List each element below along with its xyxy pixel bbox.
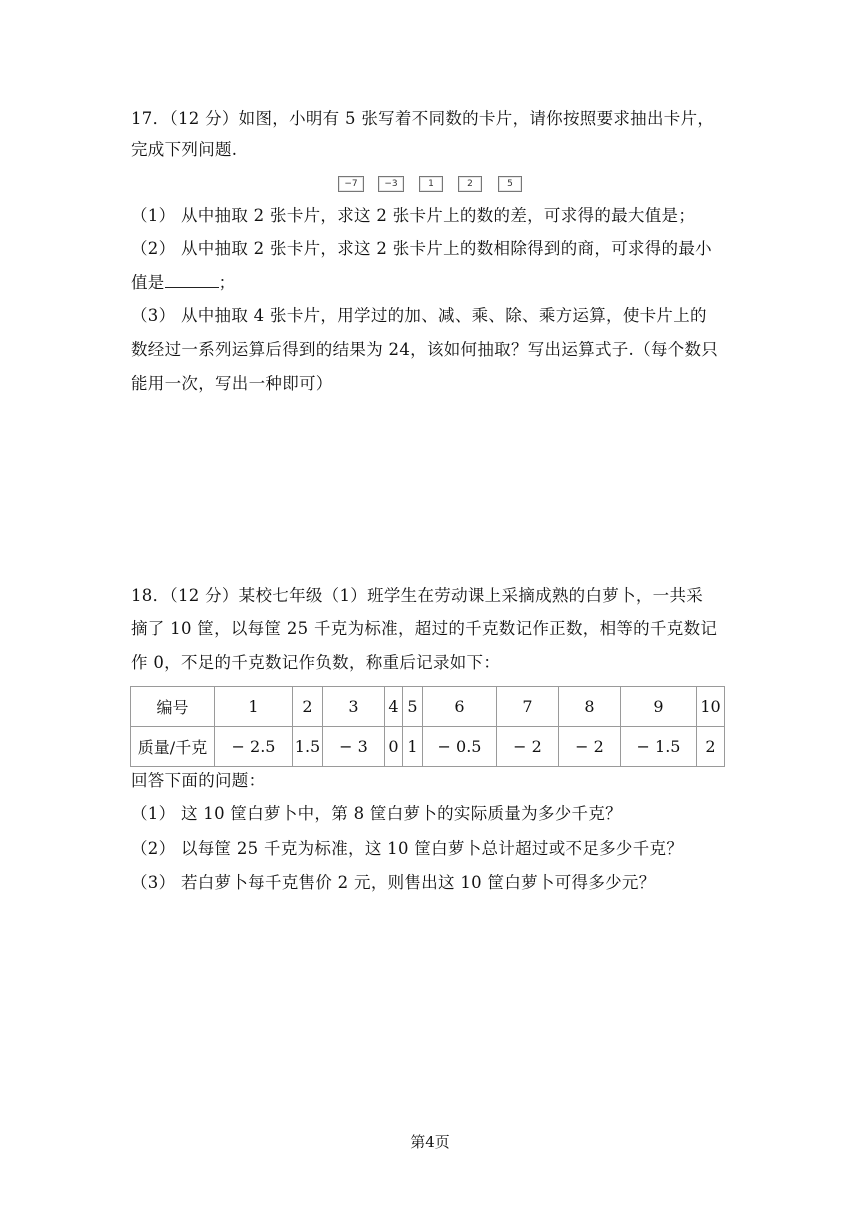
value-cell: − 0.5 [423,727,497,767]
answer-blank [165,271,219,288]
table-row-mass [131,727,725,767]
value-cell: − 2.5 [215,727,293,767]
q17-part3-line1: （3） 从中抽取 4 张卡片，用学过的加、减、乘、除、乘方运算，使卡片上的 [131,306,707,325]
page-number: 第4页 [410,1133,450,1151]
value-cell: 1 [403,727,423,767]
number-cell: 8 [559,687,621,727]
number-cell: 5 [403,687,423,727]
q17-part3-line2: 数经过一系列运算后得到的结果为 24，该如何抽取？写出运算式子.（每个数只 [131,340,719,359]
q17-part2-suffix: ； [218,273,236,292]
number-cell: 2 [293,687,323,727]
q18-line2: 摘了 10 筐，以每筐 25 千克为标准，超过的千克数记作正数，相等的千克数记 [131,619,718,638]
card-5: 5 [498,176,522,192]
number-cards [0,176,860,194]
q17-line1: 17．（12 分）如图，小明有 5 张写着不同数的卡片，请你按照要求抽出卡片， [131,109,715,128]
value-cell: − 3 [323,727,385,767]
card-3: 1 [419,176,443,192]
number-cell: 4 [385,687,403,727]
value-cell: − 2 [497,727,559,767]
value-cell: − 1.5 [621,727,697,767]
q18-part2: （2） 以每筐 25 千克为标准，这 10 筐白萝卜总计超过或不足多少千克？ [131,839,684,858]
header-label: 编号 [131,687,215,727]
weight-table [130,686,725,767]
number-cell: 10 [697,687,725,727]
q18-part1: （1） 这 10 筐白萝卜中，第 8 筐白萝卜的实际质量为多少千克？ [131,804,622,823]
number-cell: 6 [423,687,497,727]
number-cell: 9 [621,687,697,727]
q17-part2-prefix: 值是 [131,273,165,292]
q18-line1: 18．（12 分）某校七年级（1）班学生在劳动课上采摘成熟的白萝卜，一共采 [131,586,704,605]
q18-after-table: 回答下面的问题： [131,771,266,790]
value-cell: 1.5 [293,727,323,767]
q17-part3-line3: 能用一次，写出一种即可） [131,374,333,393]
q17-part2-line1: （2） 从中抽取 2 张卡片，求这 2 张卡片上的数相除得到的商，可求得的最小 [131,239,712,258]
card-2: −3 [378,176,404,192]
number-cell: 1 [215,687,293,727]
row-label: 质量/千克 [131,727,215,767]
q18-line3: 作 0，不足的千克数记作负数，称重后记录如下： [131,653,501,672]
value-cell: 2 [697,727,725,767]
q17-part1: （1） 从中抽取 2 张卡片，求这 2 张卡片上的数的差，可求得的最大值是； [131,206,696,225]
number-cell: 7 [497,687,559,727]
q17-part2-line2 [131,271,235,294]
q18-part3: （3） 若白萝卜每千克售价 2 元，则售出这 10 筐白萝卜可得多少元？ [131,873,656,892]
q17-line2: 完成下列问题. [131,140,238,159]
card-4: 2 [458,176,482,192]
value-cell: − 2 [559,727,621,767]
card-1: −7 [338,176,364,192]
table-row-number [131,687,725,727]
number-cell: 3 [323,687,385,727]
value-cell: 0 [385,727,403,767]
